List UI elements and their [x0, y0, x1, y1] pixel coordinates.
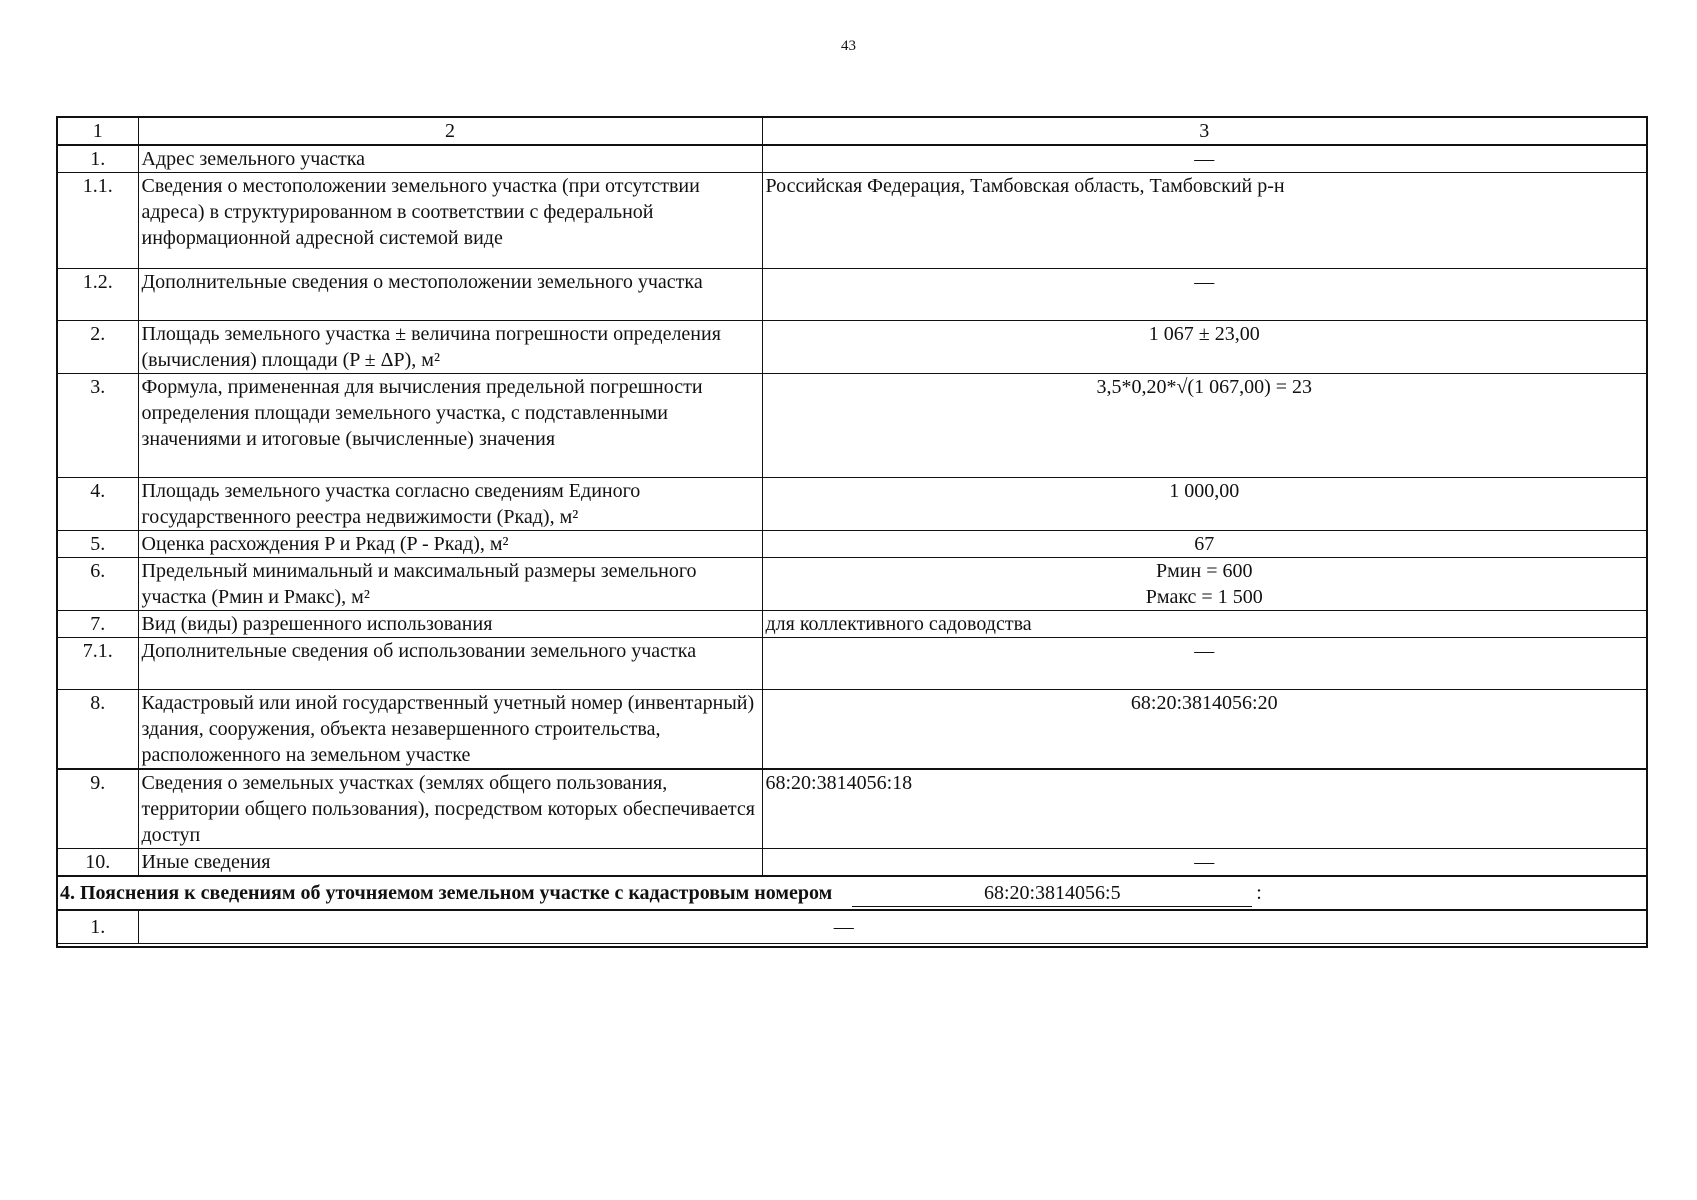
table-row — [57, 478, 1647, 531]
row-value: 67 — [762, 531, 1647, 558]
row-number: 4. — [57, 478, 138, 531]
row-number: 7. — [57, 611, 138, 638]
table-row — [57, 638, 1647, 690]
row-value: 68:20:3814056:20 — [762, 690, 1647, 770]
row-label: Сведения о местоположении земельного участка (при отсутствии адреса) в структурированном в соответствии с федеральной информационной адресной системой виде — [138, 173, 762, 269]
table-row — [57, 531, 1647, 558]
row-label: Иные сведения — [138, 849, 762, 877]
row-number: 3. — [57, 374, 138, 478]
row-number: 10. — [57, 849, 138, 877]
row-value: 68:20:3814056:18 — [762, 769, 1647, 849]
row-number: 1. — [57, 910, 138, 944]
row-number: 2. — [57, 321, 138, 374]
row-number: 1.2. — [57, 269, 138, 321]
row-label: Вид (виды) разрешенного использования — [138, 611, 762, 638]
row-value: 3,5*0,20*√(1 067,00) = 23 — [762, 374, 1647, 478]
row-label: Формула, примененная для вычисления предельной погрешности определения площади земельного участка, с подставленными значениями и итоговые (вычисленные) значения — [138, 374, 762, 478]
row-label: Адрес земельного участка — [138, 145, 762, 173]
table-row — [57, 145, 1647, 173]
table-row — [57, 769, 1647, 849]
section-heading-row — [57, 876, 1647, 910]
table-bottom-rule — [57, 944, 1647, 948]
row-label: Площадь земельного участка согласно сведениям Единого государственного реестра недвижимости (Pкад), м² — [138, 478, 762, 531]
row-label: Дополнительные сведения о местоположении земельного участка — [138, 269, 762, 321]
row-value: для коллективного садоводства — [762, 611, 1647, 638]
section-colon: : — [1256, 881, 1262, 904]
cadastral-number: 68:20:3814056:5 — [852, 880, 1252, 907]
row-value-pair — [762, 558, 1647, 611]
section-heading — [57, 876, 1647, 910]
row-value: — — [762, 145, 1647, 173]
table-row — [57, 849, 1647, 877]
table-row — [57, 269, 1647, 321]
table-header-row — [57, 117, 1647, 145]
row-value: — — [762, 638, 1647, 690]
page-number: 43 — [841, 38, 856, 54]
table-row — [57, 374, 1647, 478]
table-row — [57, 910, 1647, 944]
row-number: 1. — [57, 145, 138, 173]
row-value: 1 067 ± 23,00 — [762, 321, 1647, 374]
table-row — [57, 611, 1647, 638]
column-header: 3 — [762, 117, 1647, 145]
row-number: 9. — [57, 769, 138, 849]
row-value: — — [138, 910, 1647, 944]
row-number: 8. — [57, 690, 138, 770]
row-value: Российская Федерация, Тамбовская область, Тамбовский р-н — [762, 173, 1647, 269]
min-size-value: Pмин = 600 — [1156, 560, 1253, 582]
row-number: 7.1. — [57, 638, 138, 690]
row-label: Оценка расхождения P и Pкад (P - Pкад), м² — [138, 531, 762, 558]
table-row — [57, 173, 1647, 269]
max-size-value: Pмакс = 1 500 — [1145, 586, 1263, 608]
table-row — [57, 690, 1647, 770]
row-label: Площадь земельного участка ± величина погрешности определения (вычисления) площади (P ± ΔP), м² — [138, 321, 762, 374]
row-number: 6. — [57, 558, 138, 611]
row-label: Кадастровый или иной государственный учетный номер (инвентарный) здания, сооружения, объекта незавершенного строительства, расположенного на земельном участке — [138, 690, 762, 770]
table-row — [57, 321, 1647, 374]
section-title: 4. Пояснения к сведениям об уточняемом земельном участке с кадастровым номером — [60, 881, 833, 904]
table-row — [57, 558, 1647, 611]
row-value: — — [762, 849, 1647, 877]
row-number: 5. — [57, 531, 138, 558]
column-header: 2 — [138, 117, 762, 145]
row-number: 1.1. — [57, 173, 138, 269]
row-label: Предельный минимальный и максимальный размеры земельного участка (Pмин и Pмакс), м² — [138, 558, 762, 611]
land-plot-table — [56, 116, 1648, 948]
row-label: Сведения о земельных участках (землях общего пользования, территории общего пользования), посредством которых обеспечивается доступ — [138, 769, 762, 849]
column-header: 1 — [57, 117, 138, 145]
row-value: — — [762, 269, 1647, 321]
row-value: 1 000,00 — [762, 478, 1647, 531]
bottom-rule — [57, 944, 1647, 948]
row-label: Дополнительные сведения об использовании земельного участка — [138, 638, 762, 690]
